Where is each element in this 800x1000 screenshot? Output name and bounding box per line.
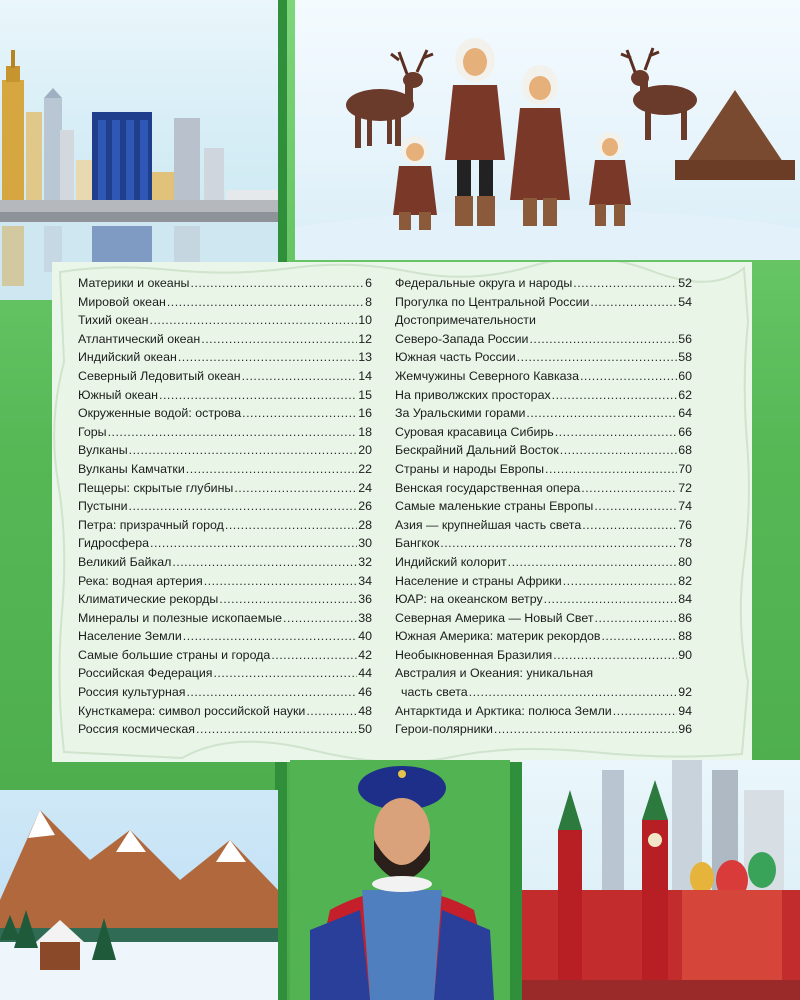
toc-entry-title: Население и страны Африки xyxy=(395,573,562,588)
toc-entry[interactable] xyxy=(78,425,372,444)
toc-entry-title: Достопримечательности xyxy=(395,313,536,328)
toc-entry-title: Индийский океан xyxy=(78,350,177,365)
toc-entry[interactable] xyxy=(395,332,692,351)
toc-entry-title: Россия космическая xyxy=(78,722,195,737)
toc-entry-title: Прогулка по Центральной России xyxy=(395,294,590,309)
toc-entry[interactable] xyxy=(78,518,372,537)
toc-entry-title: Население Земли xyxy=(78,629,182,644)
toc-entry[interactable] xyxy=(78,611,372,630)
toc-entry-title: Венская государственная опера xyxy=(395,480,581,495)
toc-entry[interactable] xyxy=(395,313,692,332)
toc-entry-title: Северная Америка — Новый Свет xyxy=(395,610,594,625)
mountain-landscape-illustration xyxy=(0,790,278,1000)
toc-dot-leader xyxy=(552,388,678,402)
toc-dot-leader xyxy=(595,611,678,625)
toc-page-number: 6 xyxy=(365,276,372,290)
toc-entry-title: ЮАР: на океанском ветру xyxy=(395,592,543,607)
toc-dot-leader xyxy=(526,406,677,420)
toc-entry-title: Окруженные водой: острова xyxy=(78,406,242,421)
toc-page-number: 54 xyxy=(678,294,692,309)
toc-page-number: 86 xyxy=(678,610,692,625)
toc-entry-title: Кунсткамера: символ российской науки xyxy=(78,703,306,718)
toc-entry[interactable] xyxy=(395,388,692,407)
toc-dot-leader xyxy=(196,722,357,736)
toc-dot-leader xyxy=(529,332,677,346)
toc-entry-title: Южная часть России xyxy=(395,350,516,365)
toc-entry-title: Федеральные округа и народы xyxy=(395,276,573,290)
toc-entry-title: Река: водная артерия xyxy=(78,573,203,588)
toc-entry[interactable] xyxy=(78,462,372,481)
toc-page-number: 68 xyxy=(678,443,692,458)
toc-dot-leader xyxy=(582,518,677,532)
toc-page-number: 24 xyxy=(358,480,372,495)
toc-entry-title: Австралия и Океания: уникальная xyxy=(395,666,594,681)
toc-entry-title: Вулканы Камчатки xyxy=(78,461,185,476)
toc-entry-title: Суровая красавица Сибирь xyxy=(395,424,554,439)
toc-dot-leader xyxy=(469,685,678,699)
toc-entry-title: Мировой океан xyxy=(78,294,166,309)
toc-entry-title: Россия культурная xyxy=(78,685,186,700)
toc-entry-title: Российская Федерация xyxy=(78,666,213,681)
toc-page-number: 32 xyxy=(358,554,372,569)
toc-entry[interactable] xyxy=(395,518,692,537)
toc-dot-leader xyxy=(242,406,357,420)
toc-dot-leader xyxy=(178,350,357,364)
toc-entry[interactable] xyxy=(78,574,372,593)
toc-dot-leader xyxy=(159,388,357,402)
toc-page-number: 15 xyxy=(358,387,372,402)
toc-dot-leader xyxy=(150,536,357,550)
toc-entry[interactable] xyxy=(395,704,692,723)
toc-entry[interactable] xyxy=(78,369,372,388)
toc-entry[interactable] xyxy=(78,666,372,685)
toc-entry[interactable] xyxy=(395,592,692,611)
toc-dot-leader xyxy=(545,462,677,476)
toc-entry[interactable] xyxy=(395,666,692,685)
toc-page-number: 22 xyxy=(358,461,372,476)
divider-strip-bottom xyxy=(510,760,522,1000)
toc-page-number: 18 xyxy=(358,424,372,439)
toc-entry-title: Южная Америка: материк рекордов xyxy=(395,629,601,644)
toc-page-number: 14 xyxy=(358,368,372,383)
toc-page-number: 94 xyxy=(678,703,692,718)
toc-dot-leader xyxy=(580,369,677,383)
toc-entry-title: Тихий океан xyxy=(78,313,149,328)
toc-entry[interactable] xyxy=(395,350,692,369)
explorer-portrait-illustration xyxy=(290,760,510,1000)
toc-dot-leader xyxy=(440,536,677,550)
toc-entry[interactable] xyxy=(78,629,372,648)
toc-page-number: 80 xyxy=(678,554,692,569)
toc-page-number: 40 xyxy=(358,629,372,644)
toc-entry[interactable] xyxy=(78,555,372,574)
toc-page-number: 38 xyxy=(358,610,372,625)
toc-dot-leader xyxy=(271,648,357,662)
toc-entry[interactable] xyxy=(78,313,372,332)
toc-entry[interactable] xyxy=(78,499,372,518)
toc-entry[interactable] xyxy=(395,611,692,630)
toc-page-number: 20 xyxy=(358,443,372,458)
toc-entry[interactable] xyxy=(78,406,372,425)
toc-entry-title: Индийский колорит xyxy=(395,554,507,569)
toc-dot-leader xyxy=(601,629,677,643)
toc-entry-title: Атлантический океан xyxy=(78,331,201,346)
toc-dot-leader xyxy=(150,313,358,327)
toc-page-number: 10 xyxy=(358,313,372,328)
toc-entry[interactable] xyxy=(78,276,372,295)
toc-entry[interactable] xyxy=(395,555,692,574)
toc-entry-title: Самые большие страны и города xyxy=(78,647,271,662)
toc-entry[interactable] xyxy=(395,648,692,667)
toc-entry[interactable] xyxy=(395,425,692,444)
toc-dot-leader xyxy=(190,276,364,290)
toc-entry-title: часть света xyxy=(401,685,468,700)
toc-entry-title: Минералы и полезные ископаемые xyxy=(78,610,283,625)
toc-page-number: 58 xyxy=(678,350,692,365)
toc-dot-leader xyxy=(594,499,677,513)
toc-dot-leader xyxy=(183,629,357,643)
toc-entry-title: На приволжских просторах xyxy=(395,387,551,402)
toc-entry-title: Пещеры: скрытые глубины xyxy=(78,480,234,495)
toc-dot-leader xyxy=(213,666,357,680)
toc-page-number: 60 xyxy=(678,368,692,383)
toc-column-right xyxy=(395,276,692,741)
toc-dot-leader xyxy=(167,295,364,309)
toc-entry-title: Вулканы xyxy=(78,443,128,458)
toc-entry[interactable] xyxy=(78,685,372,704)
toc-page-number: 82 xyxy=(678,573,692,588)
toc-entry[interactable] xyxy=(78,443,372,462)
toc-dot-leader xyxy=(553,648,677,662)
toc-page-number: 74 xyxy=(678,499,692,514)
toc-entry[interactable] xyxy=(78,481,372,500)
toc-entry-title: За Уральскими горами xyxy=(395,406,526,421)
toc-entry[interactable] xyxy=(395,406,692,425)
toc-dot-leader xyxy=(517,350,678,364)
toc-dot-leader xyxy=(508,555,678,569)
toc-page-number: 56 xyxy=(678,331,692,346)
toc-dot-leader xyxy=(219,592,357,606)
toc-entry-title: Необыкновенная Бразилия xyxy=(395,647,553,662)
toc-dot-leader xyxy=(581,481,677,495)
toc-page-number: 70 xyxy=(678,461,692,476)
arctic-people-illustration xyxy=(295,0,800,260)
toc-entry[interactable] xyxy=(395,499,692,518)
toc-page-number: 8 xyxy=(365,294,372,309)
toc-page-number: 44 xyxy=(358,666,372,681)
toc-entry[interactable] xyxy=(395,536,692,555)
toc-entry[interactable] xyxy=(78,704,372,723)
toc-dot-leader xyxy=(129,499,358,513)
toc-entry[interactable] xyxy=(395,462,692,481)
toc-dot-leader xyxy=(306,704,357,718)
toc-entry[interactable] xyxy=(395,276,692,295)
toc-page-number: 66 xyxy=(678,424,692,439)
toc-page-number: 50 xyxy=(358,722,372,737)
toc-entry-title: Южный океан xyxy=(78,387,158,402)
toc-entry-title: Горы xyxy=(78,424,107,439)
toc-entry-title: Антарктида и Арктика: полюса Земли xyxy=(395,703,612,718)
toc-entry-title: Бангкок xyxy=(395,536,440,551)
toc-dot-leader xyxy=(225,518,357,532)
toc-page-number: 36 xyxy=(358,592,372,607)
toc-entry[interactable] xyxy=(395,574,692,593)
toc-page-number: 16 xyxy=(358,406,372,421)
toc-page-number: 34 xyxy=(358,573,372,588)
toc-page-number: 96 xyxy=(678,722,692,737)
toc-dot-leader xyxy=(283,611,357,625)
toc-dot-leader xyxy=(544,592,678,606)
toc-dot-leader xyxy=(555,425,677,439)
toc-page-number: 46 xyxy=(358,685,372,700)
toc-dot-leader xyxy=(108,425,358,439)
toc-page-number: 88 xyxy=(678,629,692,644)
city-skyline-illustration xyxy=(0,0,278,300)
toc-dot-leader xyxy=(242,369,358,383)
toc-dot-leader xyxy=(590,295,677,309)
toc-page-number: 78 xyxy=(678,536,692,551)
toc-dot-leader xyxy=(204,574,357,588)
toc-page-number: 92 xyxy=(678,685,692,700)
moscow-landmarks-illustration xyxy=(522,760,800,1000)
toc-page-number: 12 xyxy=(358,331,372,346)
toc-entry-title: Пустыни xyxy=(78,499,128,514)
toc-page-number: 76 xyxy=(678,517,692,532)
toc-page-number: 64 xyxy=(678,406,692,421)
toc-entry-title: Азия — крупнейшая часть света xyxy=(395,517,582,532)
toc-entry[interactable] xyxy=(395,629,692,648)
toc-dot-leader xyxy=(573,276,677,290)
toc-page-number: 90 xyxy=(678,647,692,662)
toc-dot-leader xyxy=(129,443,358,457)
toc-entry[interactable] xyxy=(395,685,692,704)
toc-page-number: 26 xyxy=(358,499,372,514)
toc-entry[interactable] xyxy=(78,592,372,611)
toc-entry-title: Северо-Запада России xyxy=(395,331,529,346)
toc-page-number: 28 xyxy=(358,517,372,532)
toc-entry[interactable] xyxy=(78,332,372,351)
toc-entry-title: Самые маленькие страны Европы xyxy=(395,499,594,514)
toc-entry-title: Климатические рекорды xyxy=(78,592,219,607)
toc-dot-leader xyxy=(186,685,357,699)
toc-dot-leader xyxy=(234,481,357,495)
toc-entry-title: Страны и народы Европы xyxy=(395,461,545,476)
toc-entry-title: Материки и океаны xyxy=(78,276,190,290)
toc-page-number: 42 xyxy=(358,647,372,662)
toc-entry[interactable] xyxy=(78,722,372,741)
toc-entry-title: Жемчужины Северного Кавказа xyxy=(395,368,579,383)
toc-page-number: 13 xyxy=(358,350,372,365)
toc-page-number: 48 xyxy=(358,703,372,718)
toc-page-number: 52 xyxy=(678,276,692,290)
toc-entry[interactable] xyxy=(395,295,692,314)
toc-entry[interactable] xyxy=(395,443,692,462)
toc-page-number: 72 xyxy=(678,480,692,495)
toc-dot-leader xyxy=(172,555,357,569)
toc-dot-leader xyxy=(613,704,677,718)
toc-entry[interactable] xyxy=(395,369,692,388)
toc-entry-title: Северный Ледовитый океан xyxy=(78,368,241,383)
toc-entry[interactable] xyxy=(395,722,692,741)
toc-entry-title: Бескрайний Дальний Восток xyxy=(395,443,559,458)
toc-dot-leader xyxy=(563,574,678,588)
toc-entry-title: Великий Байкал xyxy=(78,554,172,569)
toc-entry[interactable] xyxy=(78,388,372,407)
toc-dot-leader xyxy=(560,443,677,457)
toc-dot-leader xyxy=(186,462,357,476)
toc-page-number: 30 xyxy=(358,536,372,551)
toc-column-left xyxy=(78,276,372,741)
toc-entry[interactable] xyxy=(78,536,372,555)
toc-dot-leader xyxy=(494,722,677,736)
toc-entry-title: Петра: призрачный город xyxy=(78,517,224,532)
toc-entry[interactable] xyxy=(78,295,372,314)
toc-entry-title: Гидросфера xyxy=(78,536,150,551)
toc-page-number: 62 xyxy=(678,387,692,402)
toc-entry[interactable] xyxy=(78,350,372,369)
toc-entry[interactable] xyxy=(395,481,692,500)
toc-page-number: 84 xyxy=(678,592,692,607)
toc-entry-title: Герои-полярники xyxy=(395,722,493,737)
toc-dot-leader xyxy=(201,332,357,346)
toc-entry[interactable] xyxy=(78,648,372,667)
